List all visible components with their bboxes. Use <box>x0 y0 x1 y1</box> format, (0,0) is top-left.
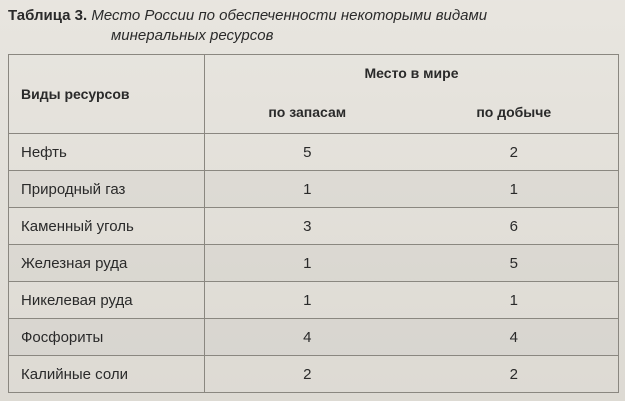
header-resources: Виды ресурсов <box>9 55 205 134</box>
header-by-reserves: по запасам <box>205 92 410 134</box>
table-row <box>9 208 619 245</box>
resource-name: Калийные соли <box>9 356 205 393</box>
table-label: Таблица 3. <box>8 7 88 24</box>
reserves-place: 5 <box>205 134 410 171</box>
header-world-place: Место в мире <box>205 55 619 92</box>
resource-name: Природный газ <box>9 171 205 208</box>
table-caption <box>8 6 568 46</box>
extraction-place: 1 <box>410 282 619 319</box>
reserves-place: 1 <box>205 245 410 282</box>
resource-name: Нефть <box>9 134 205 171</box>
reserves-place: 2 <box>205 356 410 393</box>
reserves-place: 1 <box>205 171 410 208</box>
resource-name: Каменный уголь <box>9 208 205 245</box>
resource-name: Фосфориты <box>9 319 205 356</box>
table-row <box>9 319 619 356</box>
extraction-place: 2 <box>410 356 619 393</box>
header-by-extraction: по добыче <box>410 92 619 134</box>
extraction-place: 5 <box>410 245 619 282</box>
table-row <box>9 171 619 208</box>
reserves-place: 3 <box>205 208 410 245</box>
reserves-place: 4 <box>205 319 410 356</box>
table-title: Место России по обеспеченности некоторыми видами <box>91 7 488 24</box>
resource-name: Железная руда <box>9 245 205 282</box>
table-row <box>9 356 619 393</box>
reserves-place: 1 <box>205 282 410 319</box>
table-title-line2: минеральных ресурсов <box>111 27 274 44</box>
resource-name: Никелевая руда <box>9 282 205 319</box>
table-row <box>9 282 619 319</box>
extraction-place: 6 <box>410 208 619 245</box>
extraction-place: 4 <box>410 319 619 356</box>
table-row <box>9 245 619 282</box>
resources-table <box>8 54 619 393</box>
extraction-place: 2 <box>410 134 619 171</box>
extraction-place: 1 <box>410 171 619 208</box>
table-row <box>9 134 619 171</box>
